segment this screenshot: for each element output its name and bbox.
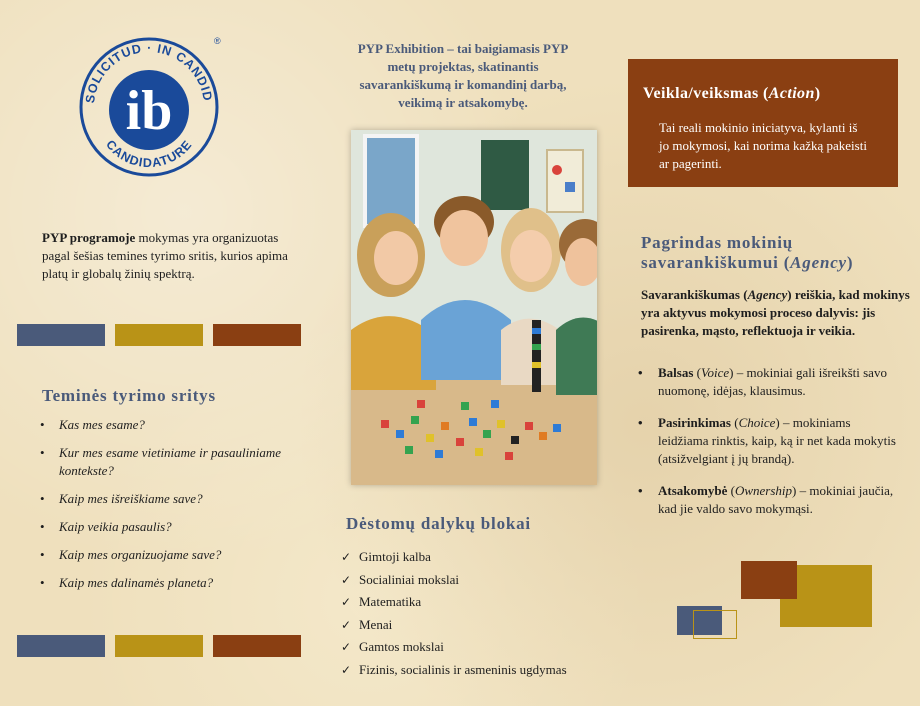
exhibition-text: PYP Exhibition – tai baigiamasis PYP metų projektas, skatinantis savarankiškumą ir komandinį darbą, veikimą ir atsakomybę.	[357, 41, 569, 110]
agency-item-bold: Pasirinkimas	[658, 415, 731, 430]
theme-item: • Kaip mes organizuojame save?	[40, 546, 300, 564]
pyp-intro-text	[42, 229, 307, 283]
theme-item: • Kas mes esame?	[40, 416, 300, 434]
agency-item-italic: Choice	[738, 415, 776, 430]
agency-item-bold: Balsas	[658, 365, 694, 380]
action-title-end: )	[814, 85, 821, 102]
agency-item-voice: • Balsas (Voice) – mokiniai gali išreikšti savo nuomonę, idėjas, klausimus.	[636, 364, 896, 400]
gold-bar	[115, 324, 203, 346]
decor-square-outline	[693, 610, 737, 639]
agency-item-bold: Atsakomybė	[658, 483, 728, 498]
logo-letters: ib	[125, 80, 173, 142]
action-title-main: Veikla/veiksmas (	[643, 85, 769, 102]
agency-item-italic: Voice	[701, 365, 730, 380]
agency-item-ownership: • Atsakomybė (Ownership) – mokiniai jaučia, kad jie valdo savo mokymąsi.	[636, 482, 896, 518]
agency-item-text: – mokiniams leidžiama rinktis, kaip, ką ir net kada mokytis (atsižvelgiant į jų brandą).	[658, 415, 896, 466]
theme-item: • Kaip mes išreiškiame save?	[40, 490, 300, 508]
agency-def-a: Savarankiškumas (	[641, 287, 748, 302]
agency-title-end: )	[846, 253, 854, 272]
blue-bar	[17, 324, 105, 346]
color-bars-top	[17, 324, 301, 346]
theme-item: • Kur mes esame vietiniame ir pasauliniame kontekste?	[40, 444, 300, 480]
pyp-intro-rest: mokymas yra organizuotas pagal šešias temines tyrimo sritis, kurios apima platų ir globalų žinių spektrą.	[42, 230, 288, 281]
agency-item-italic: Ownership	[734, 483, 792, 498]
agency-definition	[641, 286, 911, 340]
subjects-list	[341, 546, 621, 681]
action-box	[628, 59, 898, 187]
brown-bar	[213, 324, 301, 346]
agency-heading	[641, 233, 901, 273]
subject-item: ✓ Menai	[341, 614, 621, 637]
agency-item-text: – mokiniai jaučia, kad jie valdo savo mokymąsi.	[658, 483, 894, 516]
subject-item: ✓ Gamtos mokslai	[341, 636, 621, 659]
subject-item: ✓ Fizinis, socialinis ir asmeninis ugdymas	[341, 659, 621, 682]
action-title-italic: Action	[768, 85, 815, 102]
themes-list	[40, 416, 300, 602]
logo-ring-left: SOLICITUD	[83, 41, 144, 105]
action-text: Tai reali mokinio iniciatyva, kylanti iš jo mokymosi, kai norima kažką pakeisti ar pagerinti.	[659, 120, 867, 171]
ib-logo	[74, 32, 224, 182]
color-bars-bottom	[17, 635, 301, 657]
children-photo	[351, 130, 597, 485]
subject-item: ✓ Gimtoji kalba	[341, 546, 621, 569]
agency-def-b: ) reiškia, kad mokinys yra aktyvus mokymosi proceso dalyvis: jis pasirenka, mąsto, reflektuoja ir veikia.	[641, 287, 910, 338]
subject-item: ✓ Matematika	[341, 591, 621, 614]
agency-item-text: – mokiniai gali išreikšti savo nuomonę, idėjas, klausimus.	[658, 365, 887, 398]
logo-ring-bottom: CANDIDATURE	[103, 137, 195, 171]
subject-item: ✓ Socialiniai mokslai	[341, 569, 621, 592]
gold-bar	[115, 635, 203, 657]
action-title	[643, 85, 820, 103]
logo-registered: ®	[214, 36, 221, 46]
agency-list	[636, 364, 896, 532]
logo-ring-top: IN CANDID	[156, 41, 215, 103]
agency-item-choice: • Pasirinkimas (Choice) – mokiniams leidžiama rinktis, kaip, ką ir net kada mokytis (atsižvelgiant į jų brandą).	[636, 414, 896, 468]
svg-text:SOLICITUD · IN CANDIDACY: SOLICITUD · IN CANDID	[74, 32, 215, 104]
decor-square-brown	[741, 561, 797, 599]
agency-title-italic: Agency	[790, 253, 847, 272]
themes-heading: Teminės tyrimo sritys	[42, 386, 216, 405]
theme-item: • Kaip mes dalinamės planeta?	[40, 574, 300, 592]
pyp-intro-bold: PYP programoje	[42, 230, 136, 245]
blue-bar	[17, 635, 105, 657]
theme-item: • Kaip veikia pasaulis?	[40, 518, 300, 536]
brown-bar	[213, 635, 301, 657]
subjects-heading: Dėstomų dalykų blokai	[346, 514, 531, 533]
agency-def-italic: Agency	[747, 287, 788, 302]
agency-title-main: Pagrindas mokinių savarankiškumui (	[641, 233, 793, 272]
